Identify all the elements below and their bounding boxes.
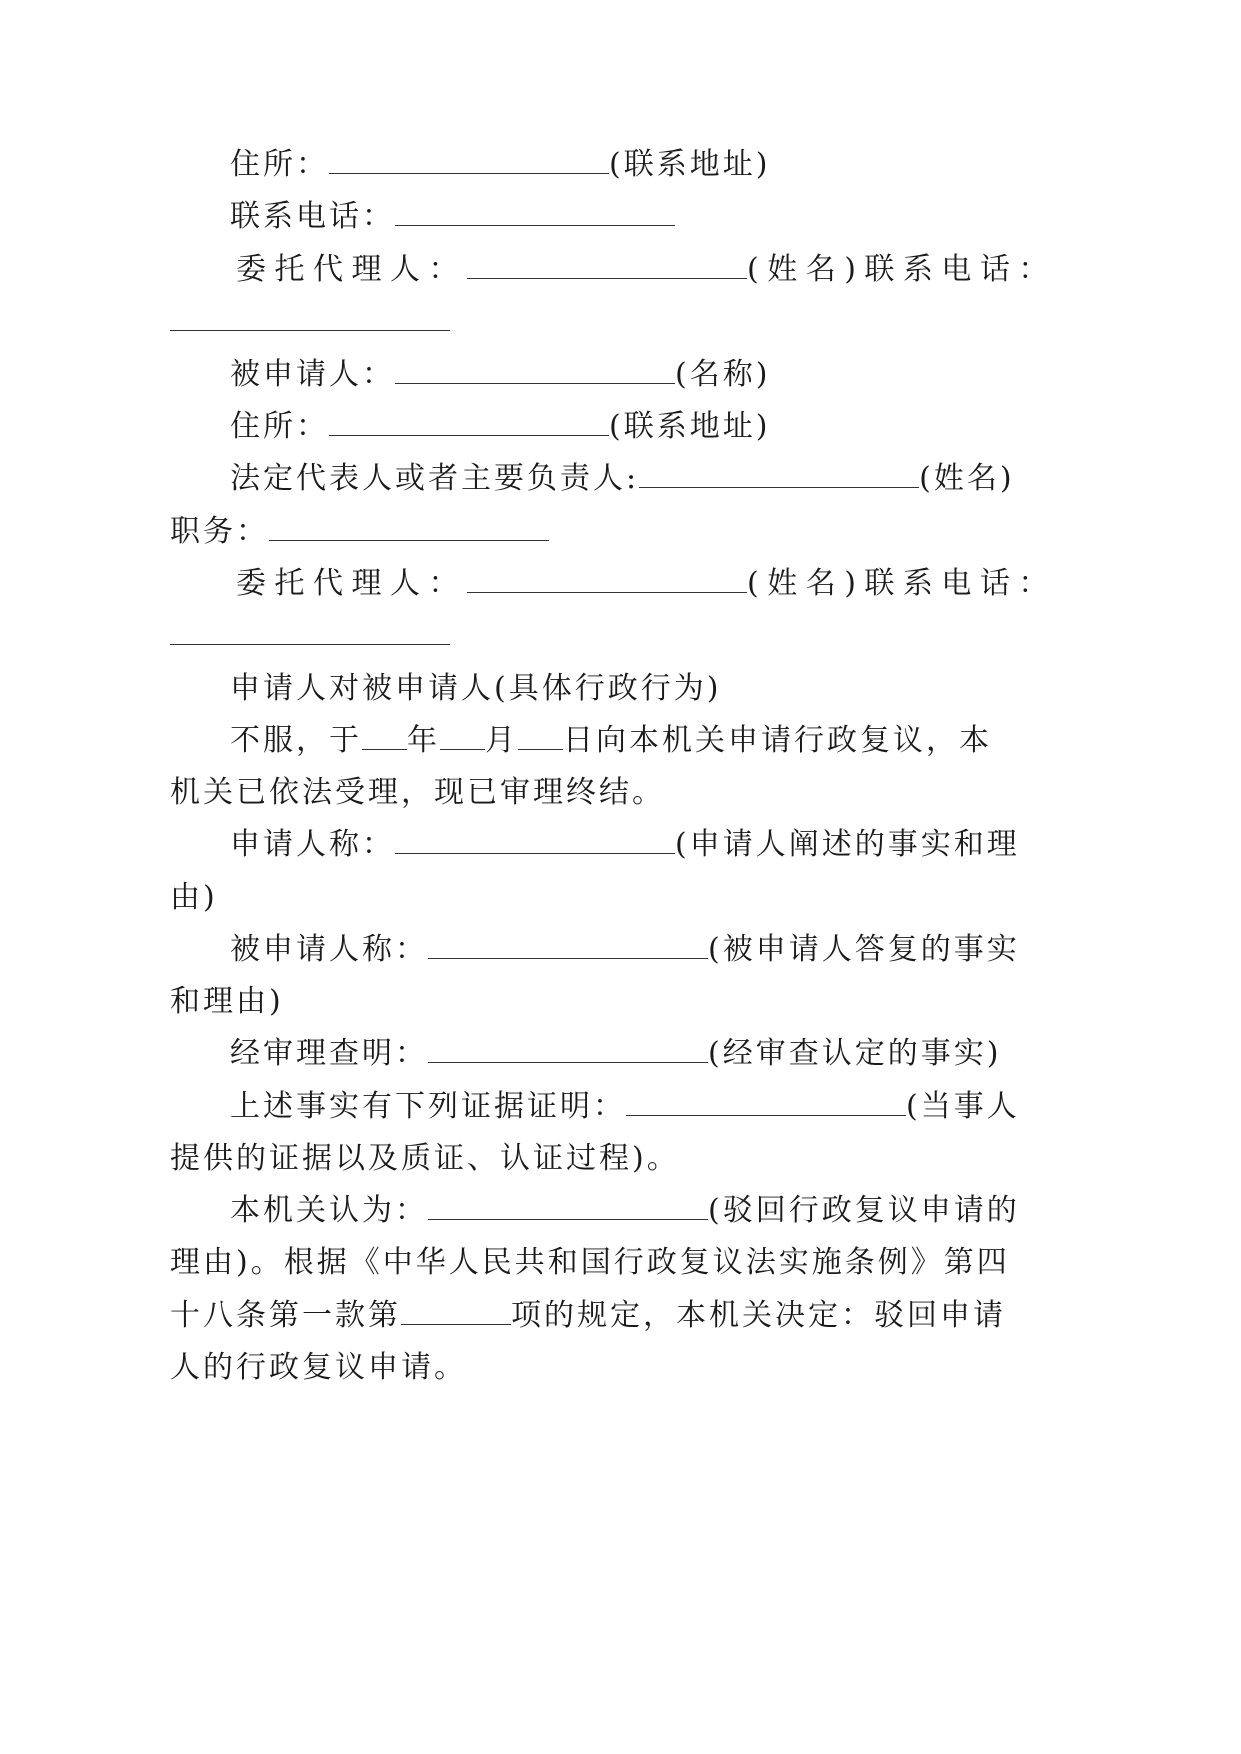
- label: 住所：: [230, 409, 329, 444]
- text: 项的规定，本机关决定：驳回申请: [511, 1298, 1006, 1333]
- applicant-address-line: [230, 145, 770, 185]
- blank-field[interactable]: [395, 198, 675, 226]
- blank-field[interactable]: [269, 513, 549, 541]
- year-blank[interactable]: [362, 722, 407, 750]
- blank-field[interactable]: [329, 146, 609, 174]
- paragraph-line: [170, 1348, 467, 1388]
- hint: (经审查认定的事实): [708, 1036, 1002, 1071]
- paragraph-line: [170, 1139, 680, 1179]
- blank-field[interactable]: [170, 303, 450, 331]
- applicant-phone-line: [230, 197, 675, 237]
- opinion-line: [230, 1191, 1020, 1231]
- hint: (姓名)联系电话：: [747, 566, 1057, 601]
- position-line: [170, 512, 549, 552]
- blank-field[interactable]: [639, 460, 919, 488]
- hint: (驳回行政复议申请的: [708, 1193, 1020, 1228]
- text: 十八条第一款第: [170, 1298, 401, 1333]
- hint: (联系地址): [609, 147, 771, 182]
- text: 不服，于: [230, 723, 362, 758]
- text: 理由)。根据《中华人民共和国行政复议法实施条例》第四: [170, 1245, 1010, 1280]
- text: 提供的证据以及质证、认证过程)。: [170, 1141, 680, 1176]
- text: 机关已依法受理，现已审理终结。: [170, 775, 665, 810]
- label: 联系电话：: [230, 199, 395, 234]
- findings-line: [230, 1034, 1001, 1074]
- applicant-claims-line: [230, 825, 1020, 865]
- blank-field[interactable]: [467, 251, 747, 279]
- respondent-agent-line: [236, 564, 1057, 604]
- label: 委托代理人：: [236, 252, 467, 287]
- hint: (被申请人答复的事实: [708, 932, 1020, 967]
- article-line: [170, 1296, 1006, 1336]
- text: 人的行政复议申请。: [170, 1350, 467, 1385]
- day-blank[interactable]: [518, 722, 563, 750]
- label: 委托代理人：: [236, 566, 467, 601]
- blank-field[interactable]: [329, 408, 609, 436]
- paragraph-line: [170, 982, 284, 1022]
- label: 本机关认为：: [230, 1193, 428, 1228]
- respondent-claims-line: [230, 930, 1020, 970]
- paragraph-line: [170, 878, 218, 918]
- hint: (名称): [675, 357, 771, 392]
- label: 住所：: [230, 147, 329, 182]
- text: 日向本机关申请行政复议，本: [563, 723, 992, 758]
- text: 年: [407, 723, 440, 758]
- hint: (姓名): [919, 461, 1015, 496]
- paragraph-line: [230, 669, 721, 709]
- label: 申请人称：: [230, 827, 395, 862]
- label: 经审理查明：: [230, 1036, 428, 1071]
- blank-field[interactable]: [170, 617, 450, 645]
- label: 职务：: [170, 514, 269, 549]
- text: 和理由): [170, 984, 284, 1019]
- blank-field[interactable]: [467, 565, 747, 593]
- respondent-address-line: [230, 407, 770, 447]
- hint: (姓名)联系电话：: [747, 252, 1057, 287]
- text: 申请人对被申请人(具体行政行为): [230, 671, 722, 706]
- label: 被申请人称：: [230, 932, 428, 967]
- hint: (申请人阐述的事实和理: [675, 827, 1020, 862]
- blank-field[interactable]: [428, 1035, 708, 1063]
- label: 法定代表人或者主要负责人:: [230, 461, 640, 496]
- item-blank[interactable]: [401, 1297, 511, 1325]
- label: 上述事实有下列证据证明：: [230, 1089, 626, 1124]
- blank-field[interactable]: [395, 826, 675, 854]
- respondent-agent-phone-line: [170, 616, 450, 656]
- month-blank[interactable]: [440, 722, 485, 750]
- applicant-agent-phone-line: [170, 302, 450, 342]
- applicant-agent-line: [236, 250, 1057, 290]
- blank-field[interactable]: [428, 931, 708, 959]
- text: 月: [485, 723, 518, 758]
- date-line: [230, 721, 992, 761]
- evidence-line: [230, 1087, 1020, 1127]
- hint: (联系地址): [609, 409, 771, 444]
- blank-field[interactable]: [428, 1192, 708, 1220]
- paragraph-line: [170, 1243, 1010, 1283]
- blank-field[interactable]: [395, 356, 675, 384]
- paragraph-line: [170, 773, 665, 813]
- label: 被申请人：: [230, 357, 395, 392]
- respondent-line: [230, 355, 770, 395]
- text: 由): [170, 880, 218, 915]
- legal-rep-line: [230, 459, 1015, 499]
- blank-field[interactable]: [626, 1088, 906, 1116]
- hint: (当事人: [906, 1089, 1020, 1124]
